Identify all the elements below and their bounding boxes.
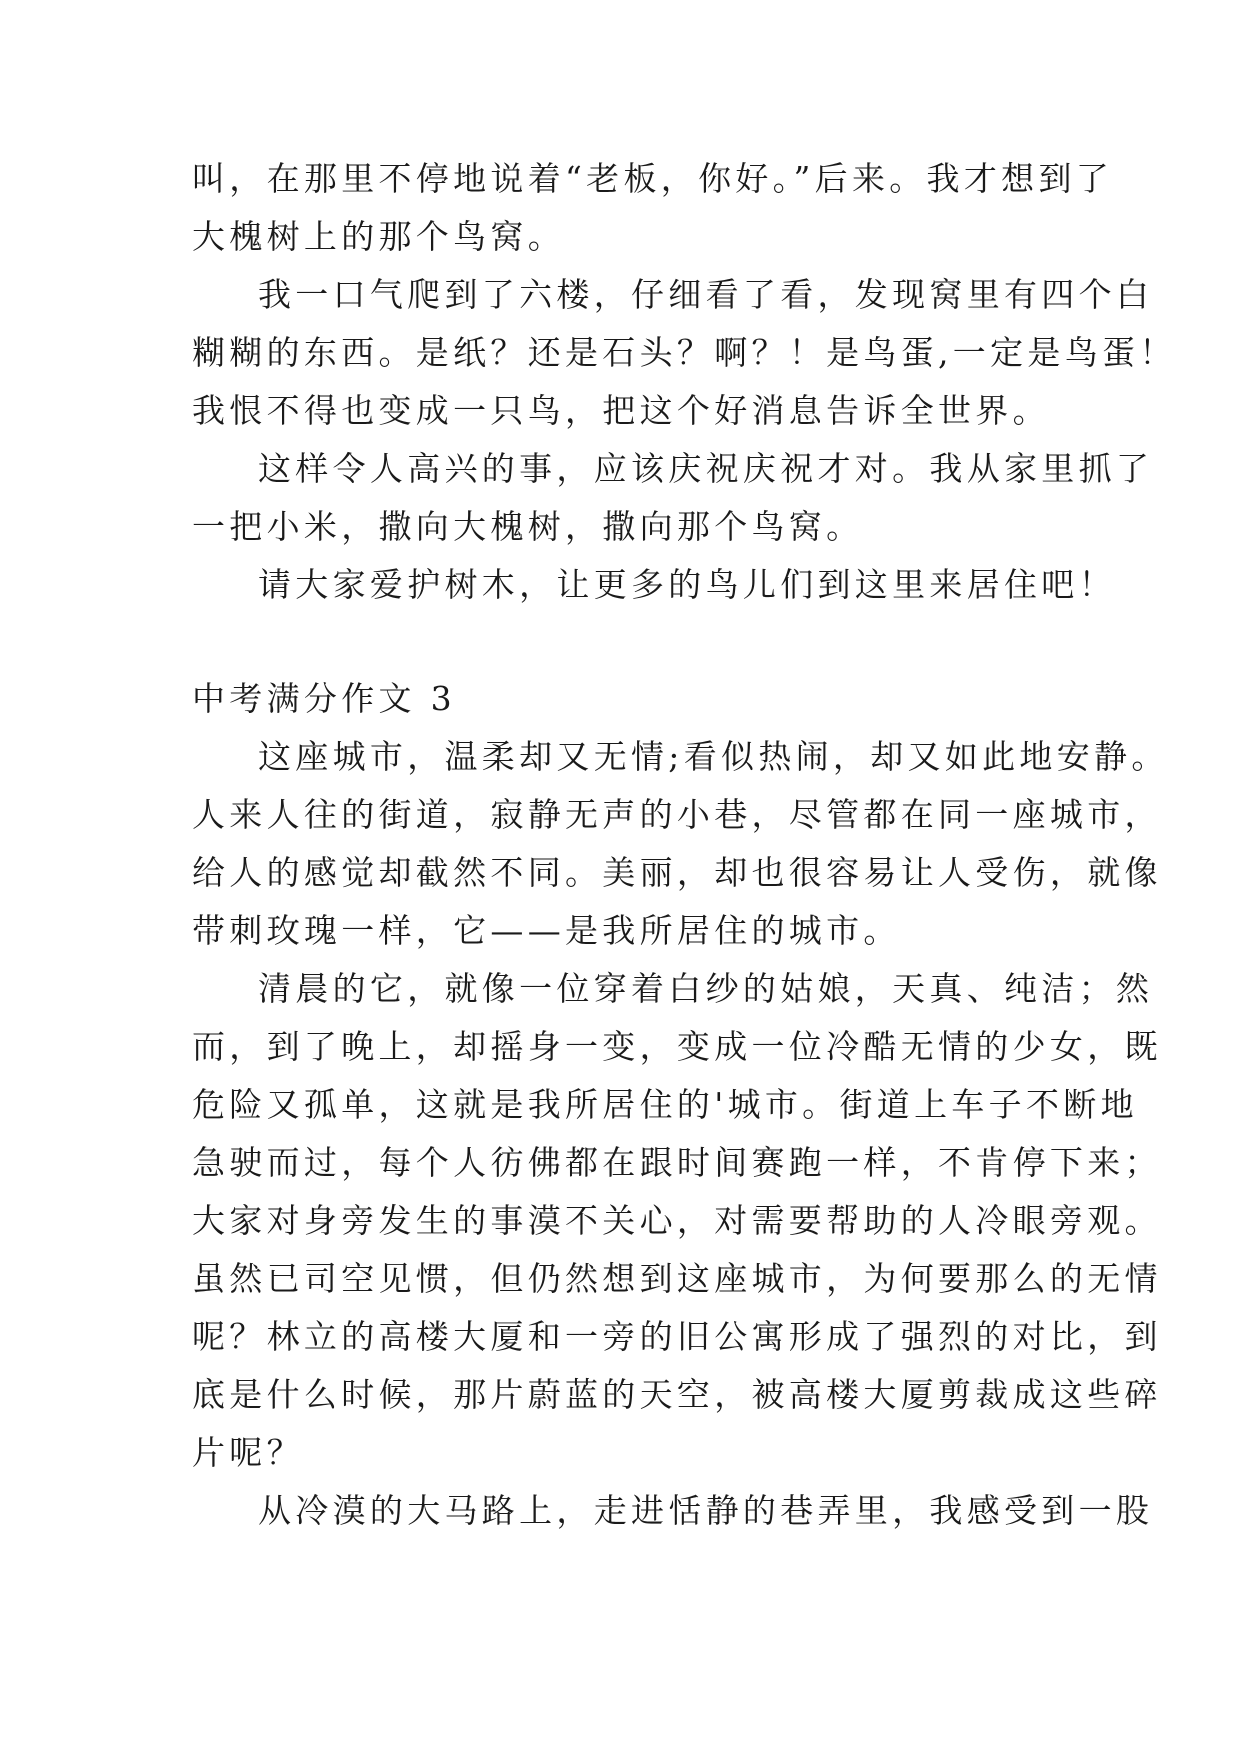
paragraph-line: 我一口气爬到了六楼，仔细看了看，发现窝里有四个白 bbox=[258, 275, 1154, 314]
paragraph-line: 带刺玫瑰一样，它——是我所居住的城市。 bbox=[192, 911, 901, 950]
paragraph-line: 给人的感觉却截然不同。美丽，却也很容易让人受伤，就像 bbox=[192, 853, 1162, 892]
paragraph-line: 而，到了晚上，却摇身一变，变成一位冷酷无情的少女，既 bbox=[192, 1027, 1162, 1066]
paragraph-line: 请大家爱护树木，让更多的鸟儿们到这里来居住吧！ bbox=[258, 565, 1116, 604]
paragraph-line: 急驶而过，每个人彷佛都在跟时间赛跑一样，不肯停下来； bbox=[192, 1143, 1162, 1182]
paragraph-line: 底是什么时候，那片蔚蓝的天空，被高楼大厦剪裁成这些碎 bbox=[192, 1375, 1162, 1414]
paragraph-line: 这样令人高兴的事，应该庆祝庆祝才对。我从家里抓了 bbox=[258, 449, 1154, 488]
paragraph-line: 虽然已司空见惯，但仍然想到这座城市，为何要那么的无情 bbox=[192, 1259, 1162, 1298]
section-heading: 中考满分作文 3 bbox=[192, 679, 456, 718]
paragraph-line: 人来人往的街道，寂静无声的小巷，尽管都在同一座城市， bbox=[192, 795, 1162, 834]
paragraph-line: 呢？林立的高楼大厦和一旁的旧公寓形成了强烈的对比，到 bbox=[192, 1317, 1162, 1356]
paragraph-line: 清晨的它，就像一位穿着白纱的姑娘，天真、纯洁；然 bbox=[258, 969, 1154, 1008]
paragraph-line: 糊糊的东西。是纸？还是石头？啊？！是鸟蛋,一定是鸟蛋！ bbox=[192, 333, 1177, 372]
document-body bbox=[192, 150, 1177, 1540]
paragraph-line: 片呢？ bbox=[192, 1433, 304, 1472]
paragraph-line: 叫，在那里不停地说着“老板，你好。”后来。我才想到了 bbox=[192, 159, 1114, 198]
paragraph-line: 一把小米，撒向大槐树，撒向那个鸟窝。 bbox=[192, 507, 864, 546]
paragraph-line: 我恨不得也变成一只鸟，把这个好消息告诉全世界。 bbox=[192, 391, 1050, 430]
paragraph-line: 大家对身旁发生的事漠不关心，对需要帮助的人冷眼旁观。 bbox=[192, 1201, 1162, 1240]
paragraph-line: 这座城市，温柔却又无情;看似热闹，却又如此地安静。 bbox=[258, 737, 1169, 776]
paragraph-line: 从冷漠的大马路上，走进恬静的巷弄里，我感受到一股 bbox=[258, 1491, 1154, 1530]
paragraph-line: 大槐树上的那个鸟窝。 bbox=[192, 217, 565, 256]
paragraph-line: 危险又孤单，这就是我所居住的'城市。街道上车子不断地 bbox=[192, 1085, 1138, 1124]
